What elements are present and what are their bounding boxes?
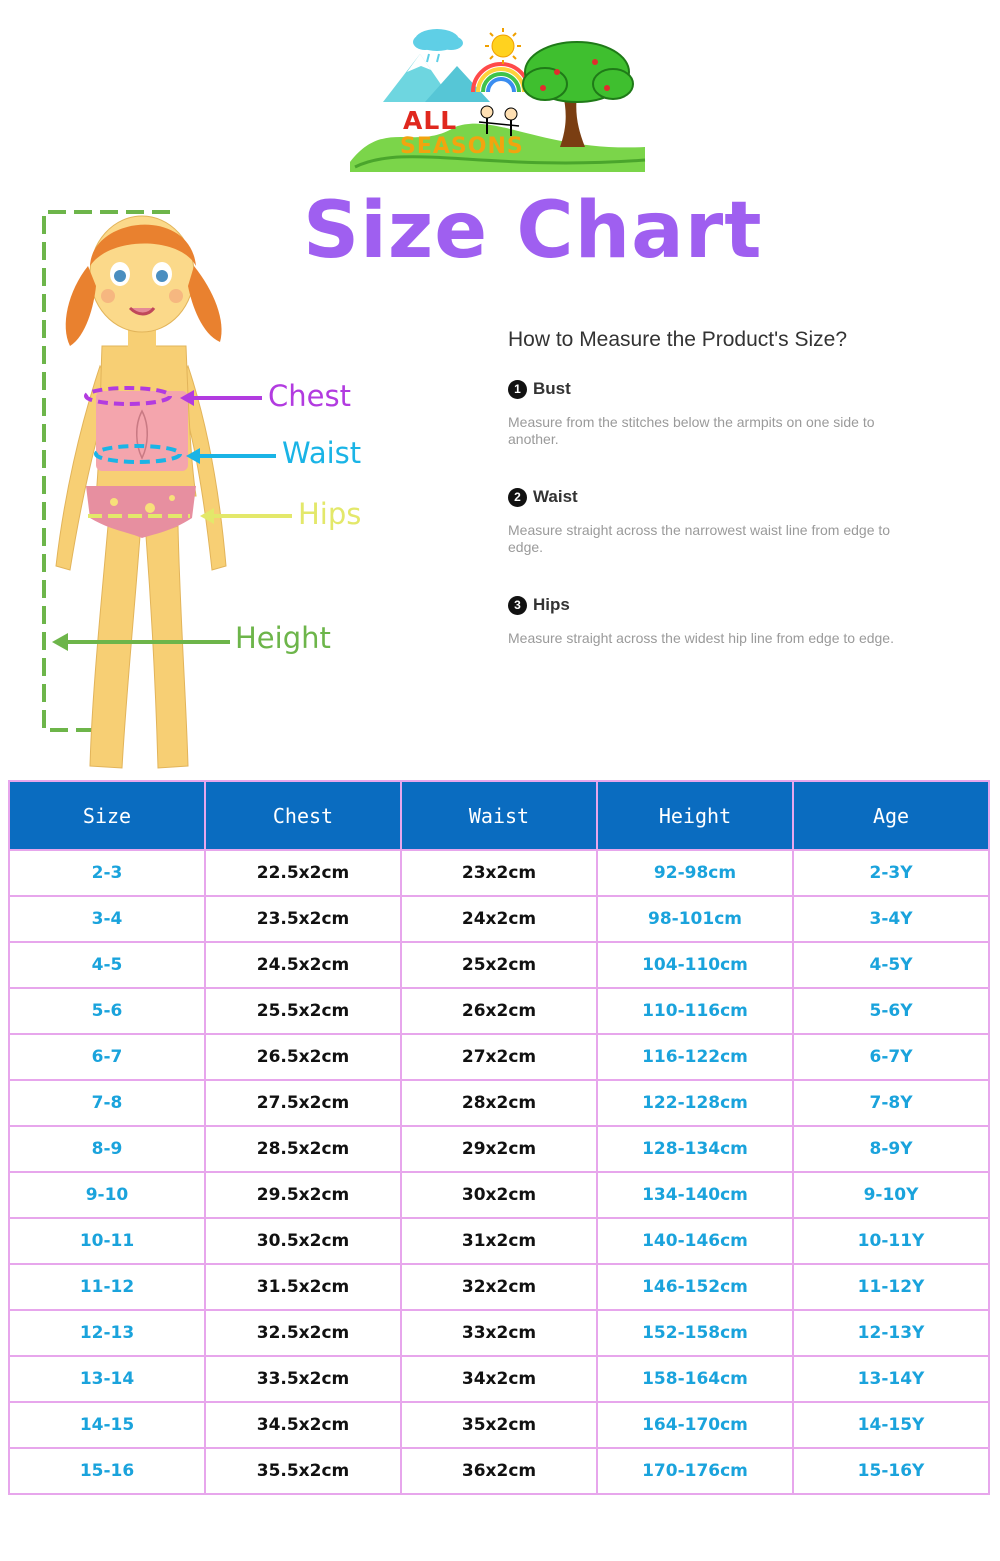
cell-size: 7-8	[9, 1080, 205, 1126]
logo-text-line1: ALL	[403, 106, 458, 135]
cell-size: 6-7	[9, 1034, 205, 1080]
cell-age: 6-7Y	[793, 1034, 989, 1080]
cell-waist: 34x2cm	[401, 1356, 597, 1402]
table-row	[9, 942, 989, 988]
cell-waist: 36x2cm	[401, 1448, 597, 1494]
cell-age: 13-14Y	[793, 1356, 989, 1402]
step-number-badge: 2	[508, 488, 527, 507]
step-title: Waist	[533, 487, 578, 506]
cell-waist: 32x2cm	[401, 1264, 597, 1310]
table-row	[9, 1080, 989, 1126]
cell-waist: 25x2cm	[401, 942, 597, 988]
cell-age: 3-4Y	[793, 896, 989, 942]
cell-size: 3-4	[9, 896, 205, 942]
cell-height: 134-140cm	[597, 1172, 793, 1218]
child-figure-svg	[30, 196, 370, 781]
cell-age: 10-11Y	[793, 1218, 989, 1264]
cell-height: 146-152cm	[597, 1264, 793, 1310]
cell-age: 15-16Y	[793, 1448, 989, 1494]
measurement-guide	[508, 328, 938, 685]
cell-age: 14-15Y	[793, 1402, 989, 1448]
cell-height: 140-146cm	[597, 1218, 793, 1264]
cell-chest: 27.5x2cm	[205, 1080, 401, 1126]
table-row	[9, 1448, 989, 1494]
cell-waist: 26x2cm	[401, 988, 597, 1034]
step-number-badge: 3	[508, 596, 527, 615]
cell-chest: 31.5x2cm	[205, 1264, 401, 1310]
size-table	[8, 780, 990, 1495]
table-row	[9, 1356, 989, 1402]
table-body	[9, 850, 989, 1494]
cell-chest: 35.5x2cm	[205, 1448, 401, 1494]
measure-step-bust	[508, 378, 938, 448]
cell-chest: 25.5x2cm	[205, 988, 401, 1034]
cell-size: 11-12	[9, 1264, 205, 1310]
measure-step-hips	[508, 594, 938, 647]
cell-size: 12-13	[9, 1310, 205, 1356]
cell-chest: 34.5x2cm	[205, 1402, 401, 1448]
cell-size: 5-6	[9, 988, 205, 1034]
cell-size: 4-5	[9, 942, 205, 988]
cell-waist: 24x2cm	[401, 896, 597, 942]
cell-waist: 29x2cm	[401, 1126, 597, 1172]
col-header-size: Size	[9, 781, 205, 850]
cell-waist: 31x2cm	[401, 1218, 597, 1264]
logo-text-line2: SEASONS	[400, 134, 524, 159]
cell-height: 98-101cm	[597, 896, 793, 942]
table-row	[9, 1264, 989, 1310]
measure-heading: How to Measure the Product's Size?	[508, 328, 848, 351]
cell-height: 92-98cm	[597, 850, 793, 896]
table-row	[9, 850, 989, 896]
cell-height: 116-122cm	[597, 1034, 793, 1080]
cell-size: 10-11	[9, 1218, 205, 1264]
cell-age: 7-8Y	[793, 1080, 989, 1126]
cell-height: 122-128cm	[597, 1080, 793, 1126]
cell-height: 164-170cm	[597, 1402, 793, 1448]
table-row	[9, 1172, 989, 1218]
cell-waist: 23x2cm	[401, 850, 597, 896]
cell-chest: 24.5x2cm	[205, 942, 401, 988]
step-number-badge: 1	[508, 380, 527, 399]
step-description: Measure straight across the widest hip line from edge to edge.	[508, 630, 894, 646]
step-title: Hips	[533, 595, 570, 614]
cell-age: 5-6Y	[793, 988, 989, 1034]
cell-chest: 33.5x2cm	[205, 1356, 401, 1402]
cell-chest: 26.5x2cm	[205, 1034, 401, 1080]
brand-logo	[345, 22, 655, 182]
table-row	[9, 1218, 989, 1264]
col-header-age: Age	[793, 781, 989, 850]
step-description: Measure straight across the narrowest waist line from edge to edge.	[508, 522, 891, 555]
table-row	[9, 1402, 989, 1448]
cell-waist: 35x2cm	[401, 1402, 597, 1448]
chest-label: Chest	[268, 379, 351, 413]
cell-waist: 27x2cm	[401, 1034, 597, 1080]
cell-chest: 23.5x2cm	[205, 896, 401, 942]
step-description: Measure from the stitches below the armpits on one side to another.	[508, 414, 875, 447]
table-row	[9, 896, 989, 942]
cell-age: 2-3Y	[793, 850, 989, 896]
col-header-chest: Chest	[205, 781, 401, 850]
step-title: Bust	[533, 379, 571, 398]
cell-chest: 30.5x2cm	[205, 1218, 401, 1264]
cell-height: 104-110cm	[597, 942, 793, 988]
cell-size: 15-16	[9, 1448, 205, 1494]
cell-height: 110-116cm	[597, 988, 793, 1034]
cell-size: 2-3	[9, 850, 205, 896]
waist-label: Waist	[282, 436, 362, 470]
cell-height: 158-164cm	[597, 1356, 793, 1402]
cell-waist: 30x2cm	[401, 1172, 597, 1218]
measure-step-waist	[508, 486, 938, 556]
col-header-waist: Waist	[401, 781, 597, 850]
cell-chest: 29.5x2cm	[205, 1172, 401, 1218]
table-header-row	[9, 781, 989, 850]
table-row	[9, 1126, 989, 1172]
cell-size: 13-14	[9, 1356, 205, 1402]
cell-age: 8-9Y	[793, 1126, 989, 1172]
cell-age: 4-5Y	[793, 942, 989, 988]
child-figure-illustration	[30, 196, 370, 781]
cell-age: 11-12Y	[793, 1264, 989, 1310]
hips-label: Hips	[298, 497, 362, 531]
cell-height: 170-176cm	[597, 1448, 793, 1494]
cell-size: 8-9	[9, 1126, 205, 1172]
table-row	[9, 988, 989, 1034]
cell-chest: 22.5x2cm	[205, 850, 401, 896]
col-header-height: Height	[597, 781, 793, 850]
cell-waist: 33x2cm	[401, 1310, 597, 1356]
cell-age: 9-10Y	[793, 1172, 989, 1218]
table-row	[9, 1034, 989, 1080]
cell-chest: 32.5x2cm	[205, 1310, 401, 1356]
cell-waist: 28x2cm	[401, 1080, 597, 1126]
cell-age: 12-13Y	[793, 1310, 989, 1356]
cell-size: 14-15	[9, 1402, 205, 1448]
cell-size: 9-10	[9, 1172, 205, 1218]
table-row	[9, 1310, 989, 1356]
cell-chest: 28.5x2cm	[205, 1126, 401, 1172]
cell-height: 128-134cm	[597, 1126, 793, 1172]
cell-height: 152-158cm	[597, 1310, 793, 1356]
page-title: Size Chart	[303, 186, 763, 276]
height-label: Height	[235, 621, 331, 655]
